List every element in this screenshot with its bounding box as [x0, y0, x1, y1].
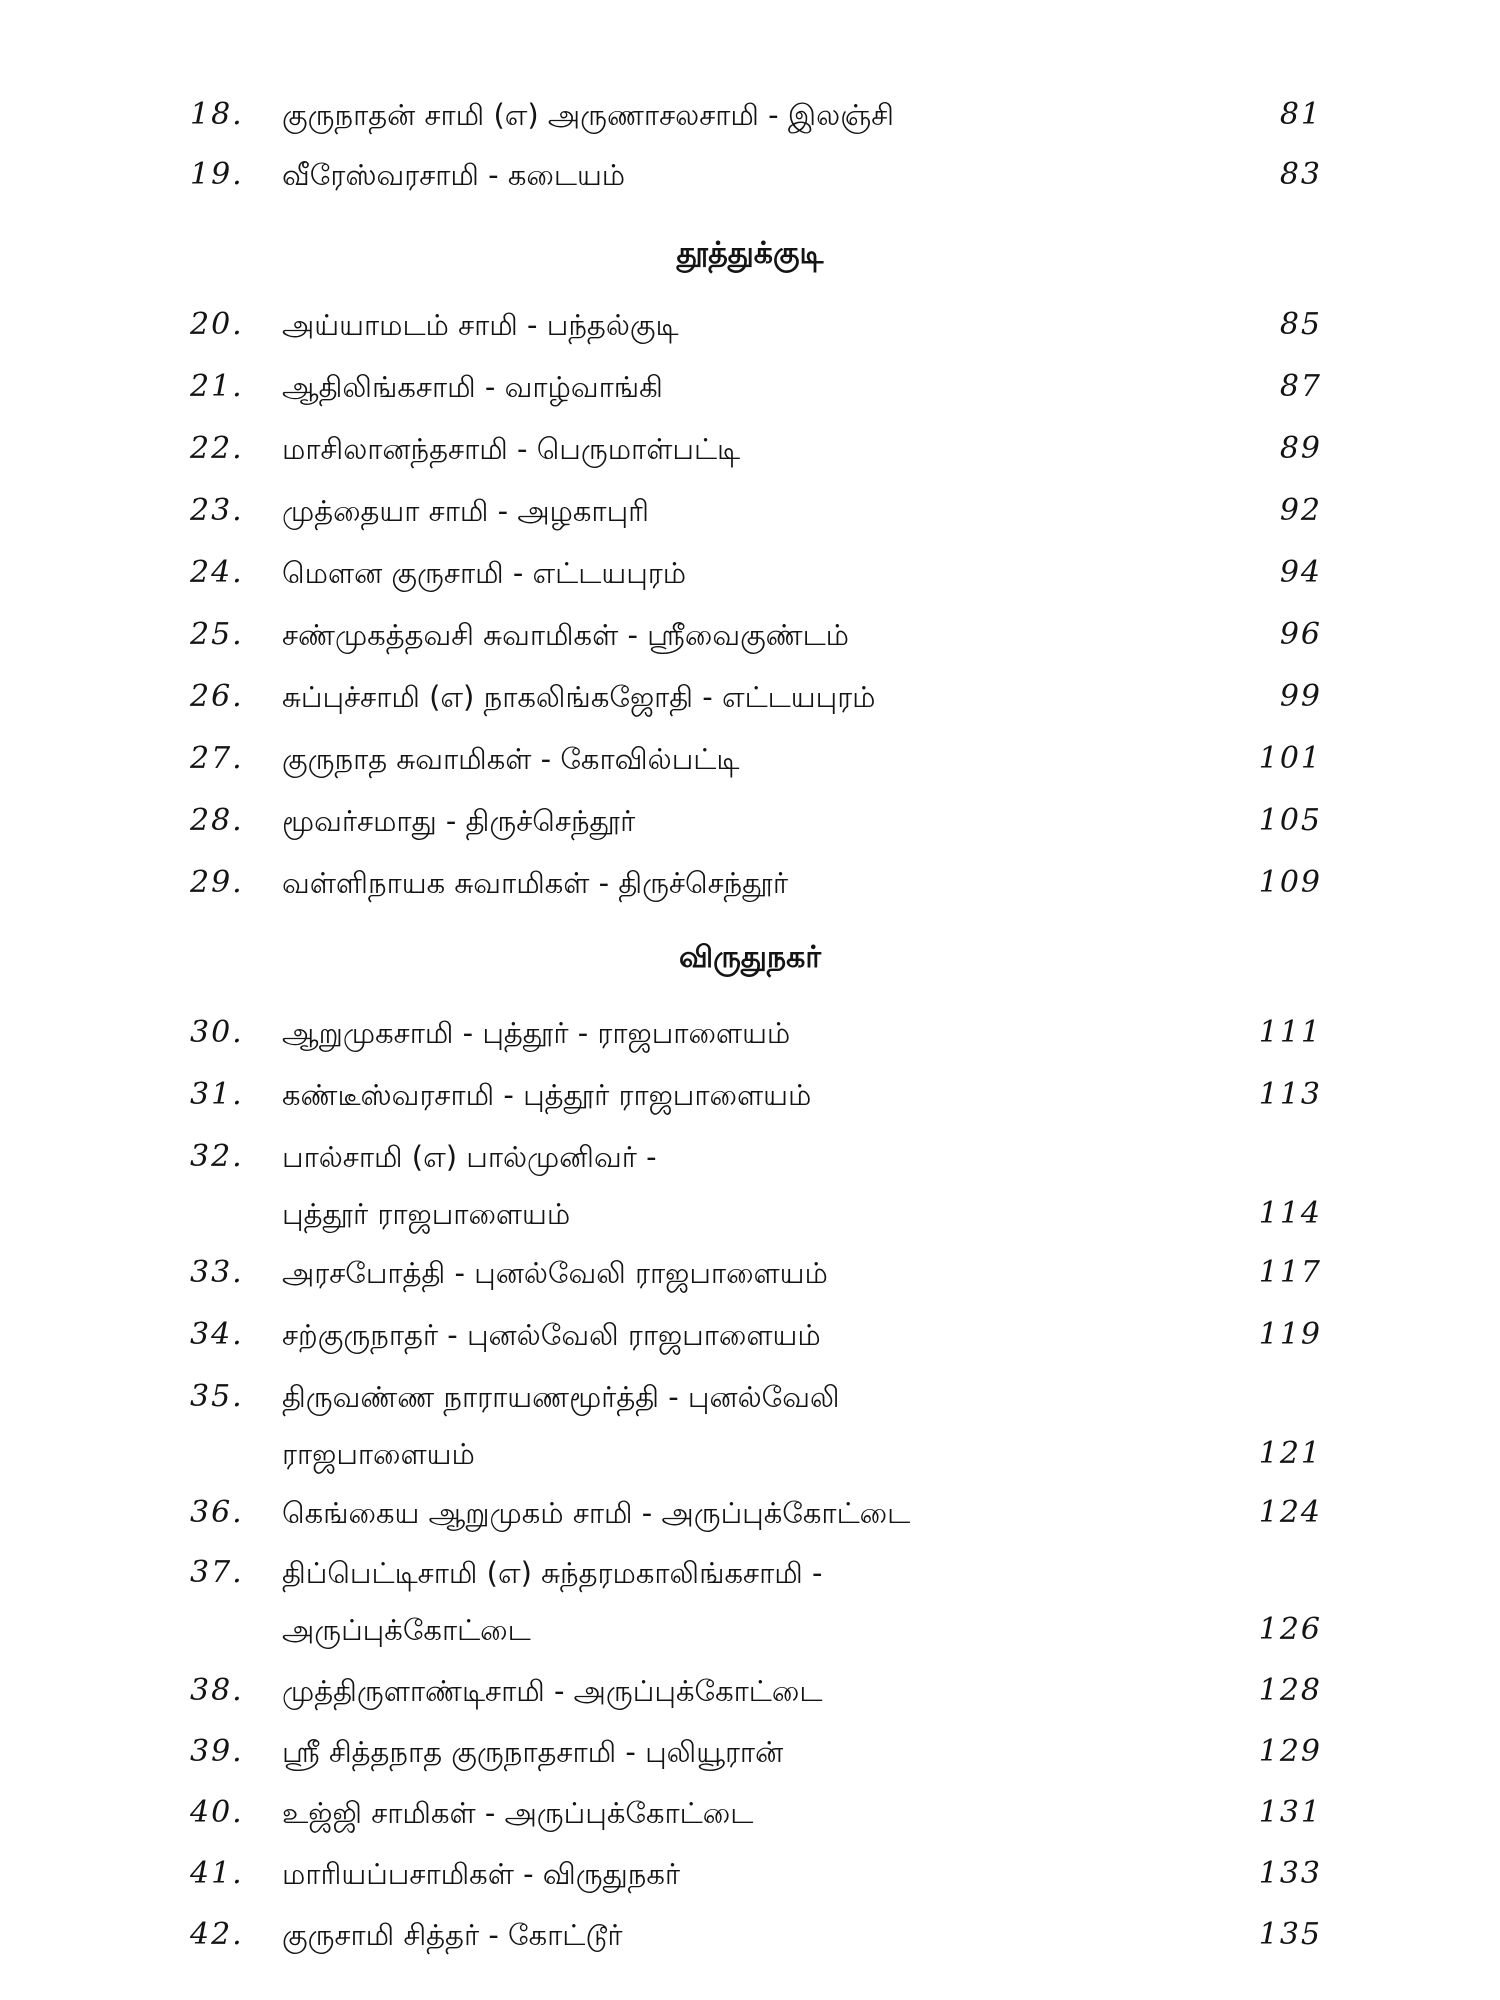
entry-page: 121 — [1258, 1436, 1322, 1471]
entry-page: 129 — [1258, 1734, 1322, 1769]
toc-entry — [0, 95, 1500, 155]
entry-page: 85 — [1279, 307, 1322, 342]
entry-page: 124 — [1258, 1495, 1322, 1530]
entry-number: 35. — [190, 1379, 244, 1414]
entry-page: 126 — [1258, 1612, 1322, 1647]
entry-page: 105 — [1258, 803, 1322, 838]
entry-title — [282, 1137, 1282, 1234]
entry-title: ஆறுமுகசாமி - புத்தூர் - ராஜபாளையம் — [282, 1016, 791, 1050]
entry-page: 128 — [1258, 1673, 1322, 1708]
entry-number: 26. — [190, 679, 244, 714]
entry-title: சுப்புச்சாமி (எ) நாகலிங்கஜோதி - எட்டயபுரம் — [282, 680, 876, 714]
entry-page: 119 — [1258, 1317, 1322, 1352]
entry-number: 24. — [190, 555, 244, 590]
entry-number: 27. — [190, 741, 244, 776]
entry-page: 114 — [1258, 1196, 1322, 1231]
entry-number: 30. — [190, 1015, 244, 1050]
entry-title: முத்திருளாண்டிசாமி - அருப்புக்கோட்டை — [282, 1674, 823, 1708]
toc-entry — [0, 429, 1500, 489]
entry-number: 22. — [190, 431, 244, 466]
entry-number: 31. — [190, 1077, 244, 1112]
entry-page: 117 — [1258, 1255, 1322, 1290]
entry-page: 131 — [1258, 1795, 1322, 1830]
toc-entry — [0, 1793, 1500, 1853]
entry-page: 109 — [1258, 865, 1322, 900]
entry-title: வள்ளிநாயக சுவாமிகள் - திருச்செந்தூர் — [282, 866, 788, 900]
entry-title: குருசாமி சித்தர் - கோட்டூர் — [282, 1918, 623, 1952]
entry-title-line: திருவண்ண நாராயணமூர்த்தி - புனல்வேலி — [282, 1380, 840, 1414]
entry-page: 113 — [1258, 1077, 1322, 1112]
entry-title: வீரேஸ்வரசாமி - கடையம் — [282, 158, 626, 192]
entry-title: அரசபோத்தி - புனல்வேலி ராஜபாளையம் — [282, 1256, 828, 1290]
entry-number: 34. — [190, 1317, 244, 1352]
toc-entry — [0, 739, 1500, 799]
entry-title: மாரியப்பசாமிகள் - விருதுநகர் — [282, 1857, 681, 1891]
entry-title-continuation: ராஜபாளையம் — [282, 1437, 475, 1471]
entry-title: குருநாதன் சாமி (எ) அருணாசலசாமி - இலஞ்சி — [282, 98, 895, 132]
entry-number: 28. — [190, 803, 244, 838]
entry-number: 33. — [190, 1255, 244, 1290]
entry-title: மாசிலானந்தசாமி - பெருமாள்பட்டி — [282, 432, 741, 466]
toc-entry — [0, 1553, 1500, 1647]
entry-number: 23. — [190, 493, 244, 528]
entry-title-continuation: அருப்புக்கோட்டை — [282, 1613, 531, 1647]
section-heading: விருதுநகர் — [678, 940, 822, 975]
entry-title: ஆதிலிங்கசாமி - வாழ்வாங்கி — [282, 370, 663, 404]
toc-entry — [0, 1137, 1500, 1231]
entry-number: 18. — [190, 97, 244, 132]
entry-page: 94 — [1279, 555, 1322, 590]
entry-title: அய்யாமடம் சாமி - பந்தல்குடி — [282, 308, 679, 342]
entry-title: சண்முகத்தவசி சுவாமிகள் - ஸ்ரீவைகுண்டம் — [282, 618, 850, 652]
entry-number: 40. — [190, 1795, 244, 1830]
toc-entry — [0, 1253, 1500, 1313]
entry-number: 19. — [190, 157, 244, 192]
entry-title: முத்தையா சாமி - அழகாபுரி — [282, 494, 650, 528]
entry-title: கண்டீஸ்வரசாமி - புத்தூர் ராஜபாளையம் — [282, 1078, 812, 1112]
entry-page: 92 — [1279, 493, 1322, 528]
section-heading: தூத்துக்குடி — [676, 236, 824, 271]
entry-page: 96 — [1279, 617, 1322, 652]
entry-title — [282, 1553, 1282, 1650]
entry-title: குருநாத சுவாமிகள் - கோவில்பட்டி — [282, 742, 740, 776]
entry-title: மௌன குருசாமி - எட்டயபுரம் — [282, 556, 687, 590]
toc-entry — [0, 1377, 1500, 1471]
entry-title — [282, 1377, 1282, 1474]
toc-entry — [0, 1315, 1500, 1375]
entry-title-continuation: புத்தூர் ராஜபாளையம் — [282, 1197, 571, 1231]
toc-entry — [0, 1915, 1500, 1975]
entry-number: 36. — [190, 1495, 244, 1530]
entry-number: 25. — [190, 617, 244, 652]
entry-number: 37. — [190, 1555, 244, 1590]
entry-number: 32. — [190, 1139, 244, 1174]
entry-number: 42. — [190, 1917, 244, 1952]
entry-title: ஸ்ரீ சித்தநாத குருநாதசாமி - புலியூரான் — [282, 1735, 784, 1769]
entry-title: உஜ்ஜி சாமிகள் - அருப்புக்கோட்டை — [282, 1796, 754, 1830]
toc-entry — [0, 863, 1500, 923]
entry-page: 81 — [1279, 97, 1322, 132]
entry-number: 38. — [190, 1673, 244, 1708]
entry-number: 39. — [190, 1734, 244, 1769]
entry-title-line: திப்பெட்டிசாமி (எ) சுந்தரமகாலிங்கசாமி - — [282, 1556, 823, 1590]
entry-title-line: பால்சாமி (எ) பால்முனிவர் - — [282, 1140, 657, 1174]
entry-page: 133 — [1258, 1856, 1322, 1891]
entry-page: 111 — [1258, 1015, 1322, 1050]
entry-title: சற்குருநாதர் - புனல்வேலி ராஜபாளையம் — [282, 1318, 821, 1352]
entry-number: 20. — [190, 307, 244, 342]
toc-entry — [0, 1732, 1500, 1792]
toc-entry — [0, 305, 1500, 365]
toc-entry — [0, 1671, 1500, 1731]
toc-entry — [0, 1075, 1500, 1135]
entry-page: 83 — [1279, 157, 1322, 192]
entry-number: 21. — [190, 369, 244, 404]
toc-entry — [0, 367, 1500, 427]
entry-page: 135 — [1258, 1917, 1322, 1952]
toc-entry — [0, 615, 1500, 675]
toc-entry — [0, 1013, 1500, 1073]
entry-title: கெங்கைய ஆறுமுகம் சாமி - அருப்புக்கோட்டை — [282, 1496, 911, 1530]
toc-entry — [0, 491, 1500, 551]
toc-entry — [0, 553, 1500, 613]
entry-page: 101 — [1258, 741, 1322, 776]
entry-page: 89 — [1279, 431, 1322, 466]
toc-entry — [0, 1493, 1500, 1553]
toc-entry — [0, 1854, 1500, 1914]
toc-entry — [0, 155, 1500, 215]
entry-page: 87 — [1279, 369, 1322, 404]
toc-entry — [0, 801, 1500, 861]
entry-number: 29. — [190, 865, 244, 900]
entry-page: 99 — [1279, 679, 1322, 714]
entry-title: மூவர்சமாது - திருச்செந்தூர் — [282, 804, 636, 838]
toc-entry — [0, 677, 1500, 737]
entry-number: 41. — [190, 1856, 244, 1891]
